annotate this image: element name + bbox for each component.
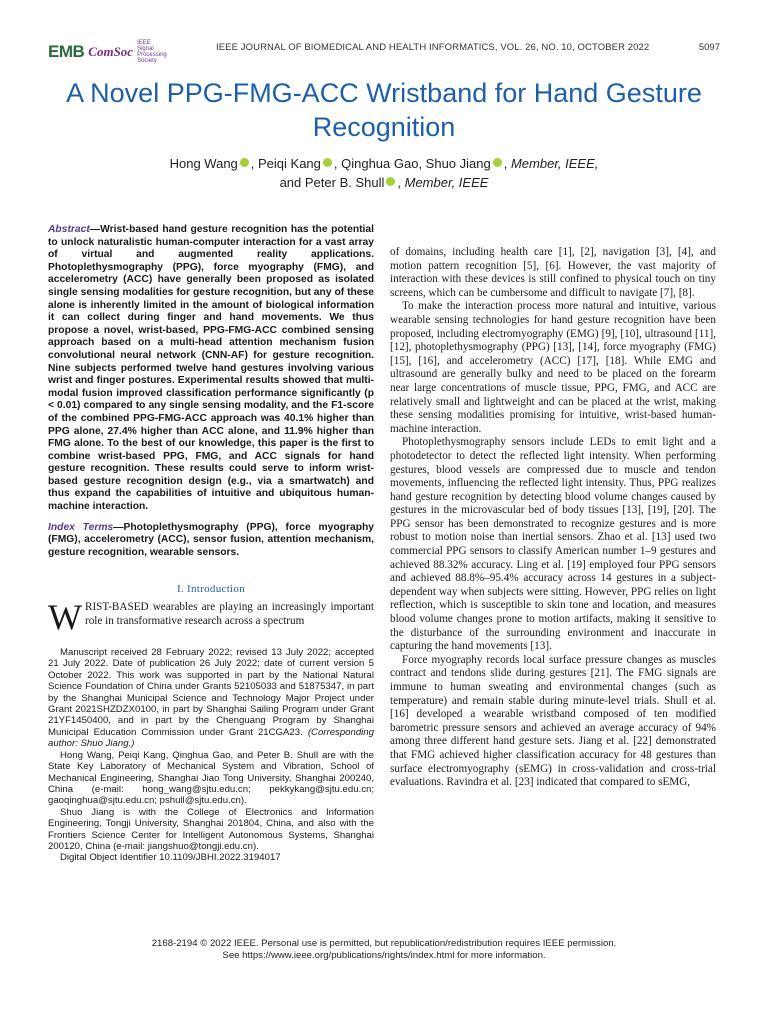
page-header bbox=[48, 40, 720, 66]
footnote-affiliation-2: Shuo Jiang is with the College of Electronics and Information Engineering, Tongji University, Shanghai 201804, China, and also with the Frontiers Science Center for Intelligent Autonomous Systems, Shanghai 200120, China (e-mail: jiangshuo@tongji.edu.cn). bbox=[48, 806, 374, 852]
copyright-footer bbox=[40, 938, 728, 962]
author-text: Hong Wang bbox=[169, 156, 238, 171]
copyright-line: 2168-2194 © 2022 IEEE. Personal use is permitted, but republication/redistribution requires IEEE permission. bbox=[151, 938, 617, 949]
author-line-2 bbox=[60, 173, 708, 192]
manuscript-footnote bbox=[48, 647, 374, 864]
abstract-text: —Wrist-based hand gesture recognition has the potential to unlock naturalistic human-computer interaction for a vast array of virtual and augmented reality applications. Photoplethysmography (PPG), force myography (FMG), and accelerometry (ACC) have generally been proposed as isolated single sensing modalities for gesture recognition, but any of these alone is inherently limited in the amount of biological information it can collect during finger and hand movements. We thus propose a novel, wrist-based, PPG-FMG-ACC combined sensing approach based on a multi-head attention mechanism fusion convolutional neural network (CNN-AF) for gesture recognition. Nine subjects performed twelve hand gestures involving various wrist and finger postures. Experimental results showed that multi-modal fusion improved classification performance significantly (p < 0.01) compared to any single sensing modality, and the F1-score of the combined PPG-FMG-ACC approach was 40.1% higher than PPG alone, 27.4% higher than ACC alone, and 11.9% higher than FMG alone. To the best of our knowledge, this paper is the first to combine wrist-based PPG, FMG, and ACC signals for hand gesture recognition. These results could serve to inform wrist-based gesture recognition design (e.g., via a smartwatch) and thus expand the capabilities of intuitive and ubiquitous human-machine interaction. bbox=[48, 224, 374, 513]
footnote-text: Manuscript received 28 February 2022; revised 13 July 2022; accepted 21 July 2022. Date of publication 26 July 2022; date of current version 5 October 2022. This work was supported in part by the National Natural Science Foundation of China under Grants 52105033 and 51875347, in part by the Shanghai Municipal Science and Technology Major Project under Grant 2021SHZDZX0100, in part by Shanghai Sailing Program under Grant 21YF1450400, and in part by the Chenguang Program by Shanghai Municipal Education Commission under Grant 21CGA23. bbox=[48, 647, 374, 738]
author-membership: Member, IEEE bbox=[404, 175, 489, 190]
body-paragraph: Force myography records local surface pressure changes as muscles contract and tendons slide during gestures [21]. The FMG signals are immune to human sweating and environmental changes (such as temperature) and remain stable during minute-level trials. Shull et al. [16] developed a wearable wristband composed of ten modified barometric pressure sensors and achieved an average accuracy of 94% among three different hand gesture sets. Jiang et al. [22] demonstrated that FMG achieved higher classification accuracy for 48 gestures than surface electromyography (sEMG) in cross-validation and cross-trial evaluations. Ravindra et al. [23] indicated that compared to sEMG, bbox=[390, 653, 716, 789]
body-paragraph: Photoplethysmography sensors include LEDs to emit light and a photodetector to detect the reflected light intensity. When performing gestures, blood vessels are compressed due to muscle and tendon movements, influencing the reflected light intensity. Thus, PPG realizes hand gesture recognition by detecting blood volume changes caused by gestures in the microvascular bed of body tissues [13], [19], [20]. The PPG sensor has been demonstrated to recognize gestures and is more robust to motion noise than inertial sensors. Zhao et al. [13] used two commercial PPG sensors to classify American number 1–9 gestures and achieved 88.32% accuracy. Ling et al. [19] employed four PPG sensors and achieved 88.8%–95.4% accuracy across 14 gestures in a subject-dependent way when subjects were sitting. However, PPG relies on light reflection, which is susceptible to skin tone and location, and measures blood volume changes prone to motion artifacts, making it sensitive to the disturbance of the surrounding environment and inaccurate in capturing the hand movements [13]. bbox=[390, 436, 716, 653]
paper-title: A Novel PPG-FMG-ACC Wristband for Hand Gesture Recognition bbox=[66, 78, 702, 142]
abstract bbox=[48, 224, 374, 514]
signal-processing-society-logo: IEEE Signal Processing Society bbox=[137, 40, 167, 64]
index-terms bbox=[48, 522, 374, 560]
author-text: , Peiqi Kang bbox=[250, 156, 321, 171]
orcid-icon[interactable] bbox=[240, 158, 249, 167]
rights-link[interactable]: See https://www.ieee.org/publications/rights/index.html for more information. bbox=[222, 950, 546, 961]
emb-logo: EMB bbox=[48, 42, 85, 61]
intro-paragraph bbox=[48, 597, 374, 638]
footnote-affiliation-1: Hong Wang, Peiqi Kang, Qinghua Gao, and Peter B. Shull are with the State Key Laboratory of Mechanical System and Vibration, School of Mechanical Engineering, Shanghai Jiao Tong University, Shanghai 200240, China (e-mail: hong_wang@sjtu.edu.cn; pekkykang@sjtu.edu.cn; gaoqinghua@sjtu.edu.cn; pshull@sjtu.edu.cn). bbox=[48, 749, 374, 807]
author-membership: Member, IEEE, bbox=[510, 156, 599, 171]
right-column bbox=[390, 246, 716, 790]
author-text: , Qinghua Gao, Shuo Jiang bbox=[333, 156, 491, 171]
author-text: , bbox=[503, 156, 511, 171]
author-text: and Peter B. Shull bbox=[279, 175, 385, 190]
section-heading: I. Introduction bbox=[176, 583, 246, 596]
footnote-funding bbox=[48, 647, 374, 750]
page-number: 5097 bbox=[698, 42, 720, 53]
body-paragraph: To make the interaction process more natural and intuitive, various wearable sensing technologies for hand gesture recognition have been proposed, including electromyography (EMG) [9], [10], ultrasound [11], [12], photoplethysmography (PPG) [13], [14], force myography (FMG) [15], [16], and accelerometry (ACC) [17], [18]. While EMG and ultrasound are generally bulky and need to be placed on the forearm near large concentrations of muscle tissue, PPG, FMG, and ACC are relatively small and lightweight and can be placed at the wrist, making these sensing modalities promising for intuitive, wrist-based human-machine interaction. bbox=[390, 300, 716, 435]
left-column bbox=[48, 224, 374, 864]
orcid-icon[interactable] bbox=[493, 158, 502, 167]
index-terms-text: —Photoplethysmography (PPG), force myography (FMG), accelerometry (ACC), sensor fusion, attention mechanism, gesture recognition, wearable sensors. bbox=[48, 521, 375, 558]
author-line-1 bbox=[60, 154, 708, 173]
journal-running-header: IEEE JOURNAL OF BIOMEDICAL AND HEALTH INFORMATICS, VOL. 26, NO. 10, OCTOBER 2022 bbox=[216, 42, 650, 53]
footnote-doi: Digital Object Identifier 10.1109/JBHI.2022.3194017 bbox=[60, 852, 281, 864]
intro-text: RIST-BASED wearables are playing an increasingly important role in transformative research across a spectrum bbox=[84, 601, 374, 628]
orcid-icon[interactable] bbox=[323, 158, 332, 167]
index-terms-label: Index Terms bbox=[48, 521, 114, 533]
corresponding-author: (Corresponding author: Shuo Jiang.) bbox=[48, 726, 374, 750]
abstract-label: Abstract bbox=[48, 224, 90, 235]
drop-cap: W bbox=[48, 597, 82, 638]
author-text: , bbox=[397, 175, 405, 190]
body-paragraph: of domains, including health care [1], [2], navigation [3], [4], and motion pattern recognition [5], [6]. However, the vast majority of interaction with these devices is still confined to physical touch on tiny screens, which can be cumbersome and difficult to navigate [7], [8]. bbox=[390, 246, 716, 299]
society-logos bbox=[48, 40, 167, 64]
comsoc-logo: ComSoc bbox=[88, 44, 134, 59]
author-list bbox=[60, 154, 708, 192]
orcid-icon[interactable] bbox=[386, 177, 395, 186]
